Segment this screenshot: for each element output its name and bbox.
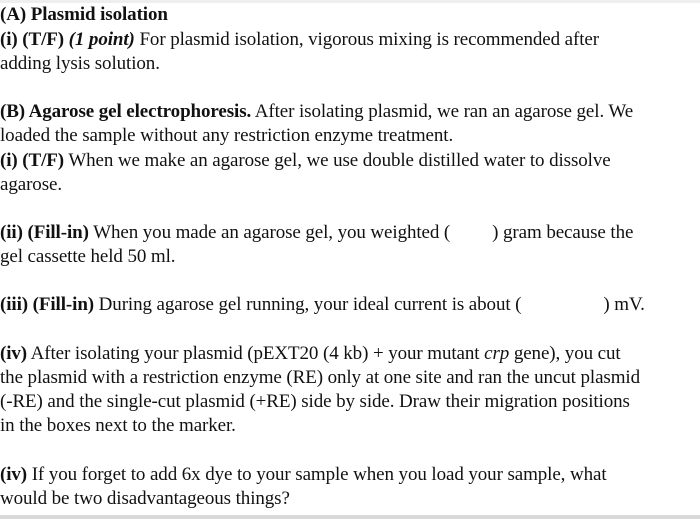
question-b-ii-line-1 <box>0 221 700 245</box>
question-b-i-text-cont: agarose. <box>0 174 62 195</box>
question-a-i-line-2 <box>0 52 700 76</box>
question-b-i-line-2 <box>0 173 700 197</box>
question-b-iv-label: (iv) <box>0 343 28 364</box>
question-b-v-text: If you forget to add 6x dye to your sample when you load your sample, what <box>31 464 607 485</box>
question-b-ii-text-cont: gel cassette held 50 ml. <box>0 246 176 267</box>
question-b-v-line-2 <box>0 487 700 511</box>
section-b-intro: After isolating plasmid, we ran an agarose gel. We <box>254 101 634 122</box>
question-b-iii-label: (iii) (Fill-in) <box>0 294 95 315</box>
question-b-v-line-1 <box>0 463 700 487</box>
question-b-i-line-1 <box>0 149 700 173</box>
question-b-ii-text: When you made an agarose gel, you weighted ( <box>93 222 451 243</box>
question-b-iv-line-4 <box>0 414 700 438</box>
section-b-title: (B) Agarose gel electrophoresis. <box>0 101 252 122</box>
question-b-i-text: When we make an agarose gel, we use double distilled water to dissolve <box>68 150 611 171</box>
question-a-i-label: (i) (T/F) <box>0 29 64 50</box>
question-a-i-points: (1 point) <box>68 29 135 50</box>
question-b-iv-line-1 <box>0 342 700 366</box>
question-b-v-text-cont: would be two disadvantageous things? <box>0 488 290 509</box>
question-b-iv-text-4: in the boxes next to the marker. <box>0 415 236 436</box>
question-a-i-text-cont: adding lysis solution. <box>0 53 160 74</box>
question-b-ii-label: (ii) (Fill-in) <box>0 222 89 243</box>
section-a-title: (A) Plasmid isolation <box>0 4 168 25</box>
section-b-intro-cont: loaded the sample without any restriction enzyme treatment. <box>0 125 454 146</box>
question-b-iv-text-after: gene), you cut <box>513 343 621 364</box>
section-b-heading-line <box>0 100 700 124</box>
question-b-iii-text: During agarose gel running, your ideal current is about ( <box>98 294 522 315</box>
question-b-ii-text-after: ) gram because the <box>492 222 634 243</box>
question-b-i-label: (i) (T/F) <box>0 150 64 171</box>
question-b-iv-line-2 <box>0 366 700 390</box>
question-a-i-line-1 <box>0 28 700 52</box>
section-b-intro-line-2 <box>0 124 700 148</box>
section-a-heading <box>0 3 700 27</box>
question-b-iv-text-3: (-RE) and the single-cut plasmid (+RE) side by side. Draw their migration positions <box>0 391 630 412</box>
bottom-edge <box>0 515 700 519</box>
question-b-iv-text: After isolating your plasmid (pEXT20 (4 kb) + your mutant <box>30 343 480 364</box>
question-b-iv-line-3 <box>0 390 700 414</box>
question-b-iii-text-after: ) mV. <box>603 294 645 315</box>
question-a-i-text: For plasmid isolation, vigorous mixing is recommended after <box>139 29 599 50</box>
question-b-iv-text-2: the plasmid with a restriction enzyme (RE) only at one site and ran the uncut plasmid <box>0 367 640 388</box>
question-b-iii-line <box>0 293 700 317</box>
gene-name: crp <box>484 343 510 364</box>
question-b-ii-line-2 <box>0 245 700 269</box>
question-b-v-label: (iv) <box>0 464 28 485</box>
